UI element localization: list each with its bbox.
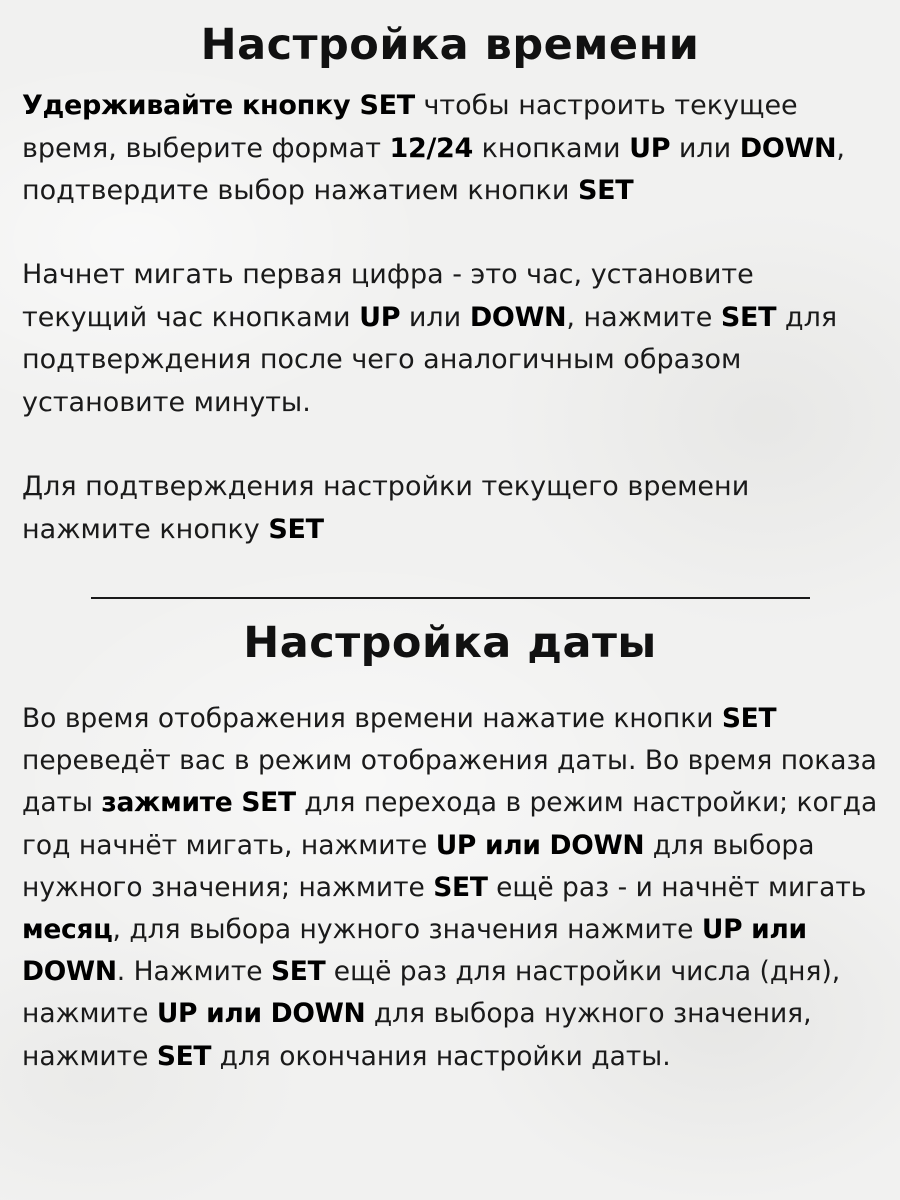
emphasis: DOWN bbox=[469, 301, 567, 333]
text: , для выбора нужного значения нажмите bbox=[112, 914, 702, 946]
date-setup-title: Настройка даты bbox=[243, 618, 657, 668]
text: Для подтверждения настройки текущего времени нажмите кнопку bbox=[22, 471, 750, 545]
emphasis: 12/24 bbox=[389, 132, 474, 164]
emphasis: SET bbox=[433, 871, 488, 903]
emphasis: SET bbox=[577, 175, 634, 206]
date-setup-paragraph bbox=[22, 698, 884, 1078]
emphasis: UP или DOWN bbox=[22, 914, 807, 988]
emphasis: DOWN bbox=[739, 132, 837, 164]
text: или bbox=[670, 132, 740, 164]
time-setup-paragraph-3 bbox=[22, 466, 884, 551]
text: Начнет мигать первая цифра - это час, установите текущий час кнопками bbox=[22, 259, 754, 333]
text: ещё раз для настройки числа (дня), нажмите bbox=[22, 956, 841, 1030]
text: кнопками bbox=[473, 132, 630, 164]
time-setup-paragraph-1 bbox=[22, 85, 884, 213]
emphasis: SET bbox=[268, 513, 324, 545]
text: , подтвердите выбор нажатием кнопки bbox=[22, 132, 845, 206]
emphasis: SET bbox=[721, 703, 777, 734]
emphasis: SET bbox=[720, 301, 777, 333]
emphasis: UP или DOWN bbox=[156, 998, 366, 1030]
time-setup-title: Настройка времени bbox=[200, 20, 700, 70]
text: Во время отображения времени нажатие кнопки bbox=[22, 703, 722, 734]
emphasis: Удерживайте кнопку SET bbox=[22, 90, 415, 121]
emphasis: SET bbox=[156, 1040, 212, 1072]
text: переведёт вас в режим отображения даты. Во время показа даты bbox=[22, 745, 877, 819]
emphasis: SET bbox=[271, 956, 326, 988]
emphasis: месяц bbox=[22, 914, 113, 946]
time-setup-paragraph-2 bbox=[22, 254, 884, 424]
text: , нажмите bbox=[566, 301, 721, 333]
emphasis: UP bbox=[359, 301, 401, 333]
text: для перехода в режим настройки; когда год начнёт мигать, нажмите bbox=[22, 787, 878, 861]
text: для подтверждения после чего аналогичным образом установите минуты. bbox=[22, 301, 838, 418]
emphasis: зажмите SET bbox=[101, 787, 296, 819]
text: для окончания настройки даты. bbox=[211, 1040, 671, 1072]
text: ещё раз - и начнёт мигать bbox=[487, 871, 867, 903]
text: чтобы настроить текущее время, выберите формат bbox=[22, 90, 798, 164]
text: или bbox=[400, 301, 470, 333]
emphasis: UP или DOWN bbox=[435, 829, 645, 861]
text: для выбора нужного значения; нажмите bbox=[22, 829, 815, 903]
section-divider bbox=[91, 597, 810, 599]
emphasis: UP bbox=[629, 132, 671, 164]
text: . Нажмите bbox=[116, 956, 271, 988]
text: для выбора нужного значения, нажмите bbox=[22, 998, 812, 1072]
